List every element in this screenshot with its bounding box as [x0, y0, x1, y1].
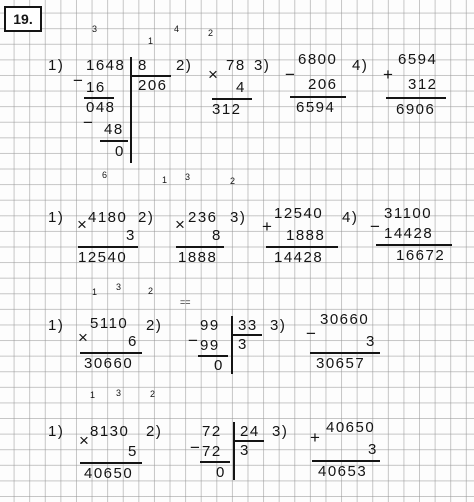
- underline: [290, 96, 346, 98]
- subtrahend: 206: [308, 76, 338, 93]
- minuend: 6800: [298, 51, 338, 68]
- difference: 16672: [396, 247, 446, 264]
- divisor: 8: [138, 57, 148, 74]
- underline: [80, 462, 142, 464]
- quotient: 206: [138, 77, 168, 94]
- order-hint: 3: [185, 172, 191, 182]
- factor: 4180: [88, 209, 128, 226]
- step-label: 2): [138, 209, 155, 226]
- minus-sign: −: [190, 438, 202, 457]
- remainder: 0: [115, 143, 125, 160]
- times-sign: ×: [77, 215, 89, 234]
- division-bar-vertical: [233, 422, 235, 480]
- addend: 1888: [286, 227, 326, 244]
- times-sign: ×: [79, 431, 91, 450]
- underline: [100, 140, 128, 142]
- order-hint: 2: [208, 28, 214, 38]
- order-hint: 4: [174, 24, 180, 34]
- factor: 5110: [90, 315, 129, 332]
- factor: 236: [188, 209, 218, 226]
- minus-sign: −: [306, 324, 318, 343]
- underline: [78, 246, 138, 248]
- divisor: 24: [240, 423, 260, 440]
- order-hint: 1: [148, 36, 154, 46]
- order-hint: 1: [92, 287, 98, 297]
- underline: [376, 244, 452, 246]
- subtrahend: 72: [202, 443, 222, 460]
- step-label: 4): [352, 57, 369, 74]
- product: 30660: [84, 355, 134, 372]
- sum: 6906: [396, 101, 436, 118]
- underline: [80, 352, 142, 354]
- quotient: 3: [240, 442, 250, 459]
- task-number-badge: 19.: [4, 6, 42, 32]
- step-label: 2): [176, 57, 193, 74]
- remainder: 0: [214, 357, 224, 374]
- difference: 30657: [316, 355, 366, 372]
- addend: 3: [368, 441, 378, 458]
- factor: 5: [128, 443, 138, 460]
- minus-sign: −: [73, 71, 85, 90]
- order-hint: 1: [90, 390, 96, 400]
- minuend: 31100: [384, 205, 433, 222]
- order-hint: 6: [102, 170, 108, 180]
- minus-sign: −: [370, 217, 382, 236]
- addend: 40650: [326, 419, 376, 436]
- order-hint: 2: [148, 286, 154, 296]
- product: 1888: [178, 249, 218, 266]
- product: 12540: [78, 249, 128, 266]
- subtrahend: 3: [366, 333, 376, 350]
- subtrahend: 48: [104, 121, 124, 138]
- step-label: 3): [230, 209, 247, 226]
- step-label: 2): [146, 423, 163, 440]
- step-label: 4): [342, 209, 359, 226]
- plus-sign: +: [383, 65, 395, 84]
- order-hint: ==: [180, 297, 191, 307]
- underline: [266, 246, 338, 248]
- order-hint: 2: [230, 176, 236, 186]
- step-label: 1): [48, 423, 65, 440]
- minus-sign: −: [188, 331, 200, 350]
- dividend: 72: [202, 423, 222, 440]
- plus-sign: +: [262, 217, 274, 236]
- dividend: 1648: [86, 57, 126, 74]
- step-label: 3): [272, 423, 289, 440]
- addend: 6594: [398, 51, 438, 68]
- step-label: 1): [48, 317, 65, 334]
- dividend: 99: [200, 317, 220, 334]
- times-sign: ×: [175, 215, 187, 234]
- step-label: 2): [146, 317, 163, 334]
- quotient: 3: [238, 336, 248, 353]
- underline: [310, 352, 380, 354]
- underline: [386, 97, 446, 99]
- factor: 8130: [90, 423, 130, 440]
- order-hint: 1: [162, 175, 168, 185]
- subtrahend: 16: [86, 79, 106, 96]
- factor: 4: [236, 79, 246, 96]
- addend: 312: [408, 76, 438, 93]
- product: 312: [212, 101, 242, 118]
- subtrahend: 14428: [384, 225, 434, 242]
- division-bar-vertical: [231, 316, 233, 374]
- product: 40650: [84, 465, 134, 482]
- difference: 6594: [296, 99, 336, 116]
- minuend: 30660: [320, 311, 370, 328]
- sum: 14428: [274, 249, 324, 266]
- remainder: 048: [86, 99, 116, 116]
- factor: 8: [212, 227, 222, 244]
- order-hint: 3: [116, 282, 122, 292]
- underline: [176, 246, 224, 248]
- order-hint: 3: [92, 24, 98, 34]
- factor: 6: [128, 333, 138, 350]
- order-hint: 3: [116, 388, 122, 398]
- addend: 12540: [274, 205, 324, 222]
- subtrahend: 99: [200, 337, 220, 354]
- factor: 78: [226, 57, 246, 74]
- remainder: 0: [216, 464, 226, 481]
- underline: [200, 461, 230, 463]
- plus-sign: +: [310, 428, 322, 447]
- step-label: 3): [254, 57, 271, 74]
- step-label: 3): [270, 317, 287, 334]
- sum: 40653: [318, 463, 368, 480]
- divisor: 33: [238, 317, 258, 334]
- order-hint: 2: [150, 389, 156, 399]
- underline: [212, 98, 252, 100]
- minus-sign: −: [83, 113, 95, 132]
- times-sign: ×: [78, 328, 90, 347]
- division-bar-vertical: [130, 57, 132, 163]
- step-label: 1): [48, 57, 65, 74]
- factor: 3: [126, 227, 136, 244]
- step-label: 1): [48, 209, 65, 226]
- minus-sign: −: [285, 65, 297, 84]
- times-sign: ×: [208, 65, 220, 84]
- underline: [312, 460, 380, 462]
